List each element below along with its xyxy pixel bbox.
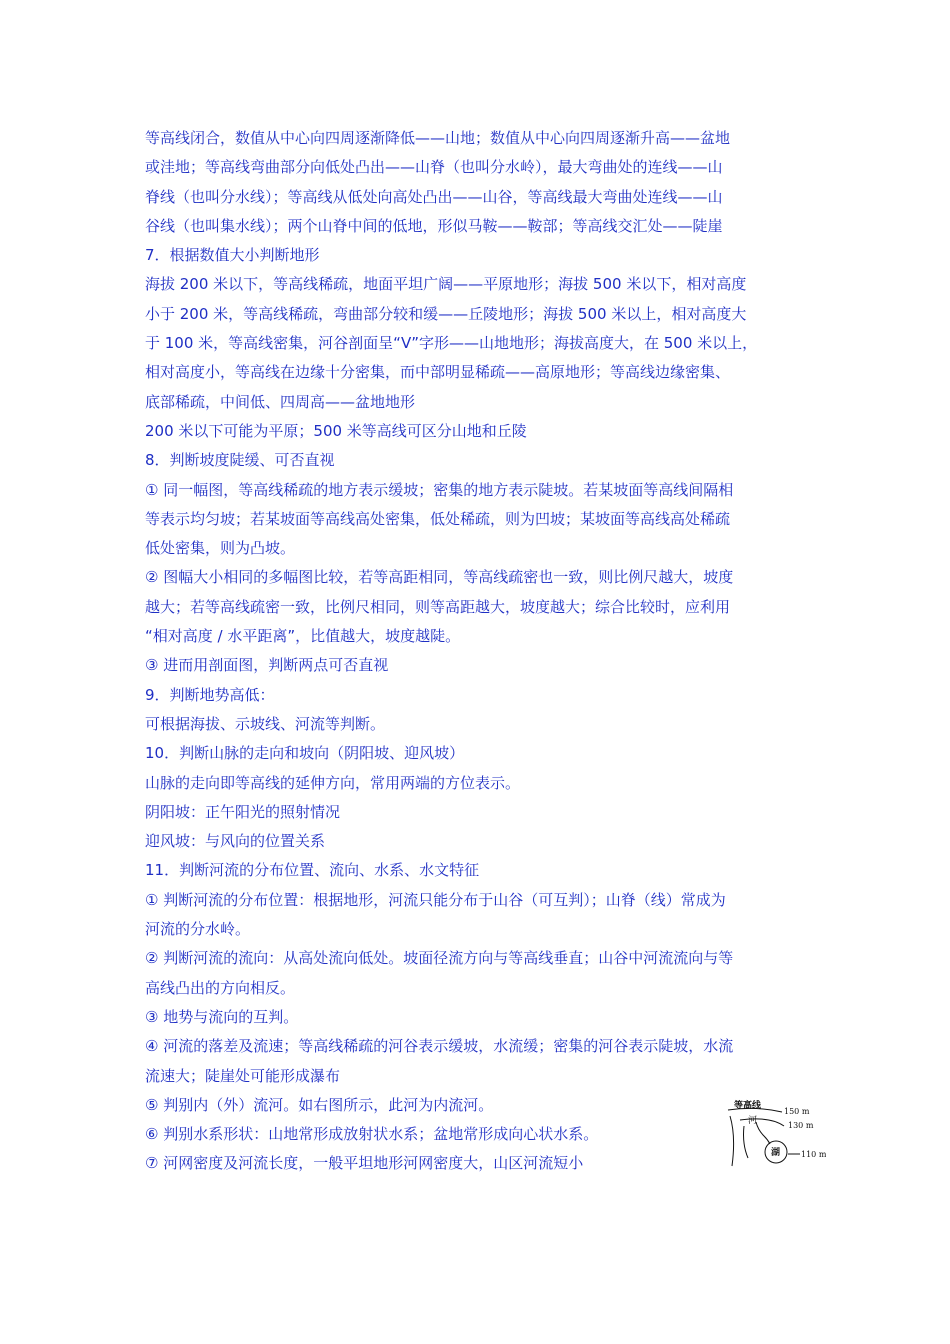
contour-line-130: [740, 1119, 784, 1126]
contour-lake-figure: [726, 1096, 826, 1172]
text-line: “相对高度 / 水平距离”，比值越大，坡度越陡。: [145, 627, 461, 646]
text-line: ② 图幅大小相同的多幅图比较，若等高距相同，等高线疏密也一致，则比例尺越大，坡度: [145, 568, 734, 587]
section-heading-10: 10．判断山脉的走向和坡向（阴阳坡、迎风坡）: [145, 744, 465, 763]
lake-label: 湖: [771, 1148, 781, 1158]
text-line: 阴阳坡：正午阳光的照射情况: [145, 802, 341, 821]
text-line: ② 判断河流的流向：从高处流向低处。坡面径流方向与等高线垂直；山谷中河流流向与等: [145, 949, 734, 968]
text-line: ③ 进而用剖面图，判断两点可否直视: [145, 656, 389, 675]
text-line: 河流的分水岭。: [145, 920, 251, 939]
section-heading-11: 11．判断河流的分布位置、流向、水系、水文特征: [145, 861, 480, 880]
text-line: 低处密集，则为凸坡。: [145, 539, 296, 558]
text-line: 等表示均匀坡；若某坡面等高线高处密集，低处稀疏，则为凹坡；某坡面等高线高处稀疏: [145, 509, 731, 528]
text-line: 小于 200 米，等高线稀疏，弯曲部分较和缓——丘陵地形；海拔 500 米以上，相对高度大: [145, 304, 747, 323]
text-line: 流速大；陡崖处可能形成瀑布: [145, 1066, 341, 1085]
document-body: [145, 124, 815, 1179]
text-line: 或洼地；等高线弯曲部分向低处凸出——山脊（也叫分水岭），最大弯曲处的连线——山: [145, 158, 723, 177]
river-label: 河: [748, 1116, 758, 1126]
text-line: 迎风坡：与风向的位置关系: [145, 832, 326, 851]
section-heading-7: 7．根据数值大小判断地形: [145, 246, 320, 265]
contour-line-inner: [744, 1126, 749, 1158]
text-line: 越大；若等高线疏密一致，比例尺相同，则等高距越大，坡度越大；综合比较时，应利用: [145, 597, 731, 616]
text-line: 200 米以下可能为平原；500 米等高线可区分山地和丘陵: [145, 421, 527, 440]
text-line: 谷线（也叫集水线）；两个山脊中间的低地，形似马鞍——鞍部；等高线交汇处——陡崖: [145, 216, 723, 235]
text-line: 脊线（也叫分水线）；等高线从低处向高处凸出——山谷，等高线最大弯曲处连线——山: [145, 187, 723, 206]
contour-label: 等高线: [734, 1101, 762, 1111]
text-line: 底部稀疏，中间低、四周高——盆地地形: [145, 392, 416, 411]
text-line: 山脉的走向即等高线的延伸方向，常用两端的方位表示。: [145, 773, 521, 792]
river-line: [756, 1122, 770, 1144]
text-line: ④ 河流的落差及流速；等高线稀疏的河谷表示缓坡，水流缓；密集的河谷表示陡坡，水流: [145, 1037, 734, 1056]
text-line: ⑤ 判别内（外）流河。如右图所示，此河为内流河。: [145, 1095, 494, 1114]
text-line: 海拔 200 米以下，等高线稀疏，地面平坦广阔——平原地形；海拔 500 米以下，相对高度: [145, 275, 747, 294]
section-heading-8: 8．判断坡度陡缓、可否直视: [145, 451, 335, 470]
elevation-150: 150 m: [784, 1107, 810, 1116]
text-line: 于 100 米，等高线密集，河谷剖面呈“V”字形——山地地形；海拔高度大，在 500 米以上，: [145, 334, 758, 353]
text-line: 可根据海拔、示坡线、河流等判断。: [145, 714, 386, 733]
text-line: 相对高度小，等高线在边缘十分密集，而中部明显稀疏——高原地形；等高线边缘密集、: [145, 363, 731, 382]
contour-line-outer: [730, 1116, 734, 1166]
elevation-110: 110 m: [801, 1150, 826, 1159]
text-line: 高线凸出的方向相反。: [145, 978, 296, 997]
text-line: ③ 地势与流向的互判。: [145, 1007, 299, 1026]
text-line: ⑦ 河网密度及河流长度，一般平坦地形河网密度大，山区河流短小: [145, 1154, 584, 1173]
section-heading-9: 9．判断地势高低：: [145, 685, 275, 704]
text-line: 等高线闭合，数值从中心向四周逐渐降低——山地；数值从中心向四周逐渐升高——盆地: [145, 129, 731, 147]
elevation-130: 130 m: [788, 1121, 814, 1130]
text-line: ① 同一幅图，等高线稀疏的地方表示缓坡；密集的地方表示陡坡。若某坡面等高线间隔相: [145, 480, 734, 499]
text-line: ① 判断河流的分布位置：根据地形，河流只能分布于山谷（可互判）；山脊（线）常成为: [145, 890, 726, 909]
contour-diagram: [726, 1096, 826, 1172]
text-line: ⑥ 判别水系形状：山地常形成放射状水系；盆地常形成向心状水系。: [145, 1125, 599, 1144]
